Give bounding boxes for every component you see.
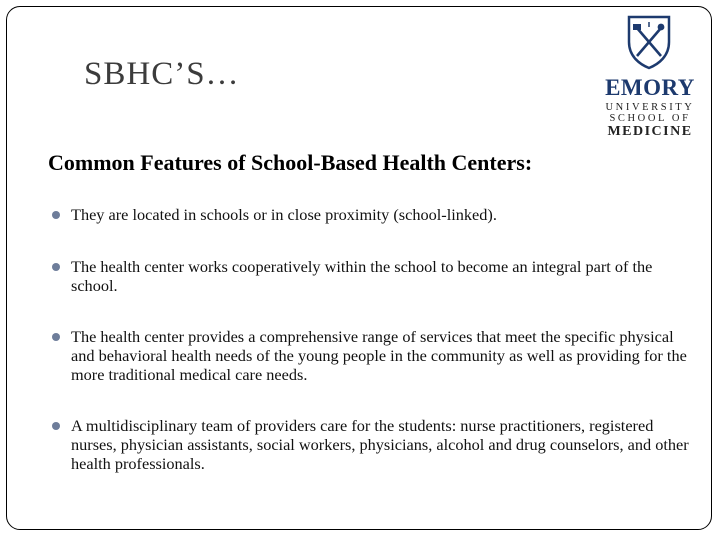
logo-school-of-text: SCHOOL OF bbox=[609, 113, 691, 124]
bullet-item bbox=[52, 416, 697, 473]
bullet-dot-icon bbox=[52, 422, 60, 430]
bullet-dot-icon bbox=[52, 263, 60, 271]
logo-university-text: UNIVERSITY bbox=[605, 102, 695, 113]
bullet-item bbox=[52, 205, 697, 224]
slide-subtitle: Common Features of School-Based Health Centers: bbox=[48, 150, 533, 175]
bullet-dot-icon bbox=[52, 333, 60, 341]
emory-medicine-logo bbox=[604, 10, 696, 140]
bullet-text: They are located in schools or in close proximity (school-linked). bbox=[71, 205, 497, 224]
bullet-text: The health center provides a comprehensive range of services that meet the specific physical and behavioral health needs of the young people in the community as well as providing for the more traditional medical care needs. bbox=[71, 327, 687, 384]
bullet-list bbox=[52, 205, 697, 473]
bullet-dot-icon bbox=[52, 211, 60, 219]
bullet-item bbox=[52, 327, 697, 384]
logo-medicine-text: MEDICINE bbox=[607, 124, 693, 139]
bullet-text: The health center works cooperatively within the school to become an integral part of the school. bbox=[71, 257, 653, 295]
slide-title: SBHC’S… bbox=[84, 56, 240, 92]
bullet-text: A multidisciplinary team of providers care for the students: nurse practitioners, registered nurses, physician assistants, social workers, physicians, alcohol and drug counselors, and other health professionals. bbox=[71, 416, 689, 473]
emory-seal-icon bbox=[626, 14, 672, 70]
logo-emory-text: EMORY bbox=[605, 75, 695, 100]
bullet-item bbox=[52, 257, 697, 295]
